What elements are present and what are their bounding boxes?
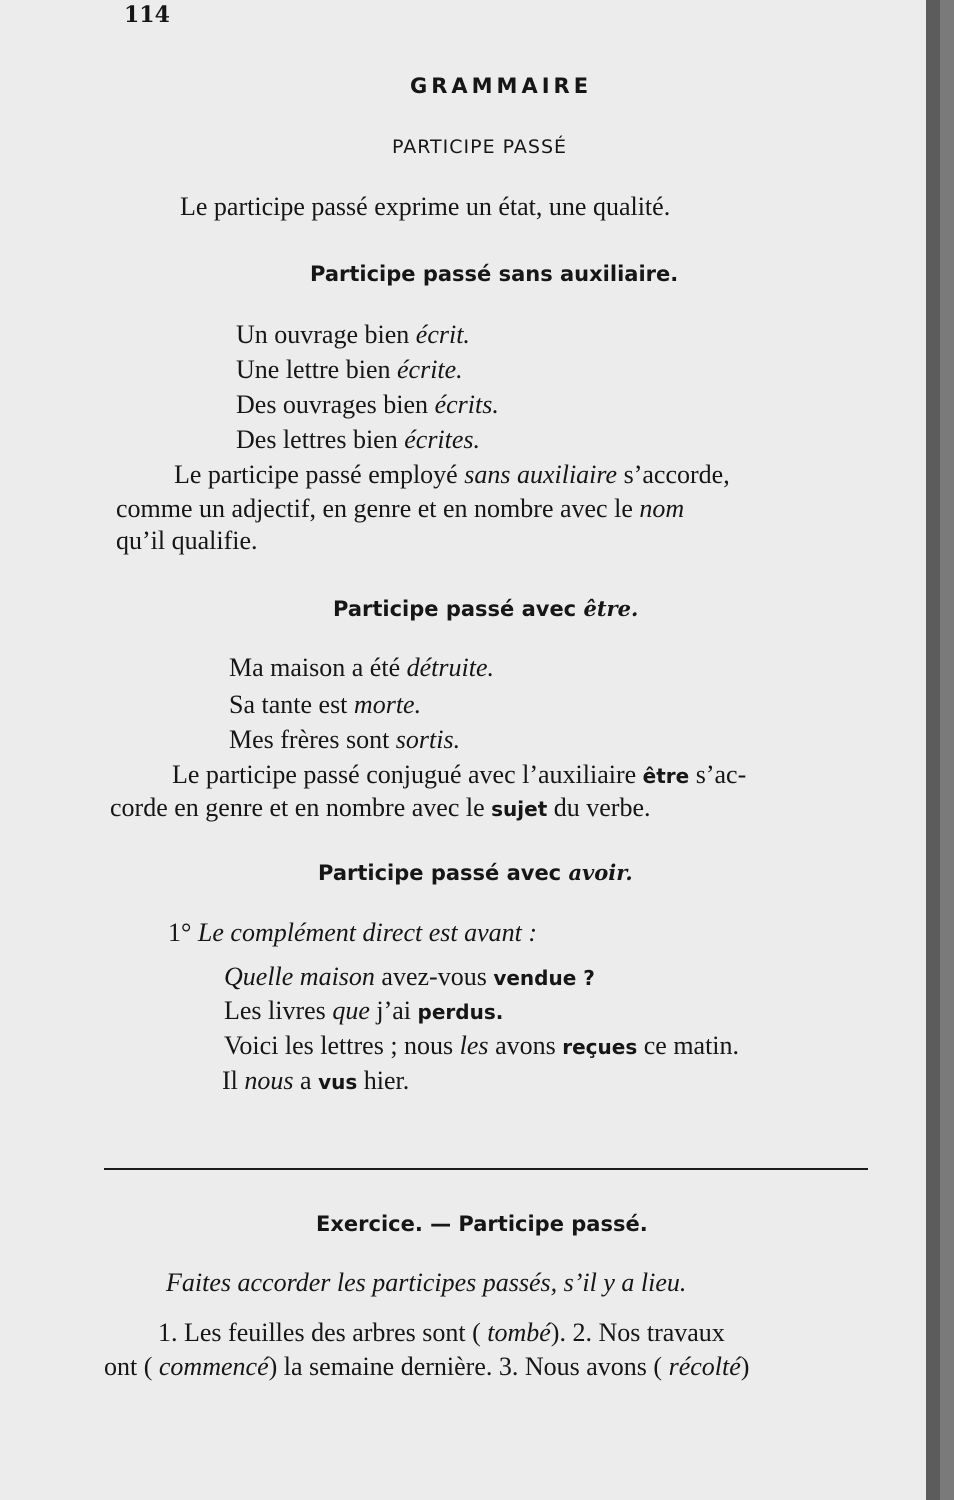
rule-text: Le participe passé conjugué avec l’auxiliaire être s’ac- [172, 760, 747, 789]
example-line: Il nous a vus hier. [222, 1066, 410, 1095]
rule-text: comme un adjectif, en genre et en nombre avec le nom [116, 494, 685, 523]
page-number: 114 [124, 2, 170, 28]
example-line: Voici les lettres ; nous les avons reçues ce matin. [224, 1031, 740, 1060]
rule-text: corde en genre et en nombre avec le sujet du verbe. [110, 793, 651, 822]
subtitle-avec-etre: Participe passé avec être. [333, 596, 639, 621]
example-line: Mes frères sont sortis. [229, 725, 461, 754]
case-label: 1° Le complément direct est avant : [168, 918, 538, 947]
subtitle-avec-avoir: Participe passé avec avoir. [318, 860, 633, 885]
exercise-instruction: Faites accorder les participes passés, s’il y a lieu. [166, 1268, 687, 1297]
exercise-text: 1. Les feuilles des arbres sont ( tombé). 2. Nos travaux [158, 1318, 725, 1347]
subtitle-sans-auxiliaire: Participe passé sans auxiliaire. [310, 262, 679, 286]
rule-text: qu’il qualifie. [116, 526, 258, 555]
exercise-title: Exercice. — Participe passé. [316, 1212, 648, 1236]
example-line: Des lettres bien écrites. [236, 425, 481, 454]
rule-text: Le participe passé employé sans auxiliaire s’accorde, [174, 460, 730, 489]
section-heading: GRAMMAIRE [410, 74, 593, 98]
example-line: Un ouvrage bien écrit. [236, 320, 470, 349]
page-edge [926, 0, 940, 1500]
example-line: Ma maison a été détruite. [229, 653, 494, 682]
example-line: Des ouvrages bien écrits. [236, 390, 499, 419]
example-line: Sa tante est morte. [229, 690, 422, 719]
example-line: Les livres que j’ai perdus. [224, 996, 504, 1025]
section-subheading: PARTICIPE PASSÉ [392, 136, 568, 158]
example-line: Quelle maison avez-vous vendue ? [224, 962, 595, 991]
exercise-text: ont ( commencé) la semaine dernière. 3. Nous avons ( récolté) [104, 1352, 750, 1381]
divider [104, 1168, 868, 1170]
example-line: Une lettre bien écrite. [236, 355, 463, 384]
definition-line: Le participe passé exprime un état, une qualité. [180, 192, 671, 221]
